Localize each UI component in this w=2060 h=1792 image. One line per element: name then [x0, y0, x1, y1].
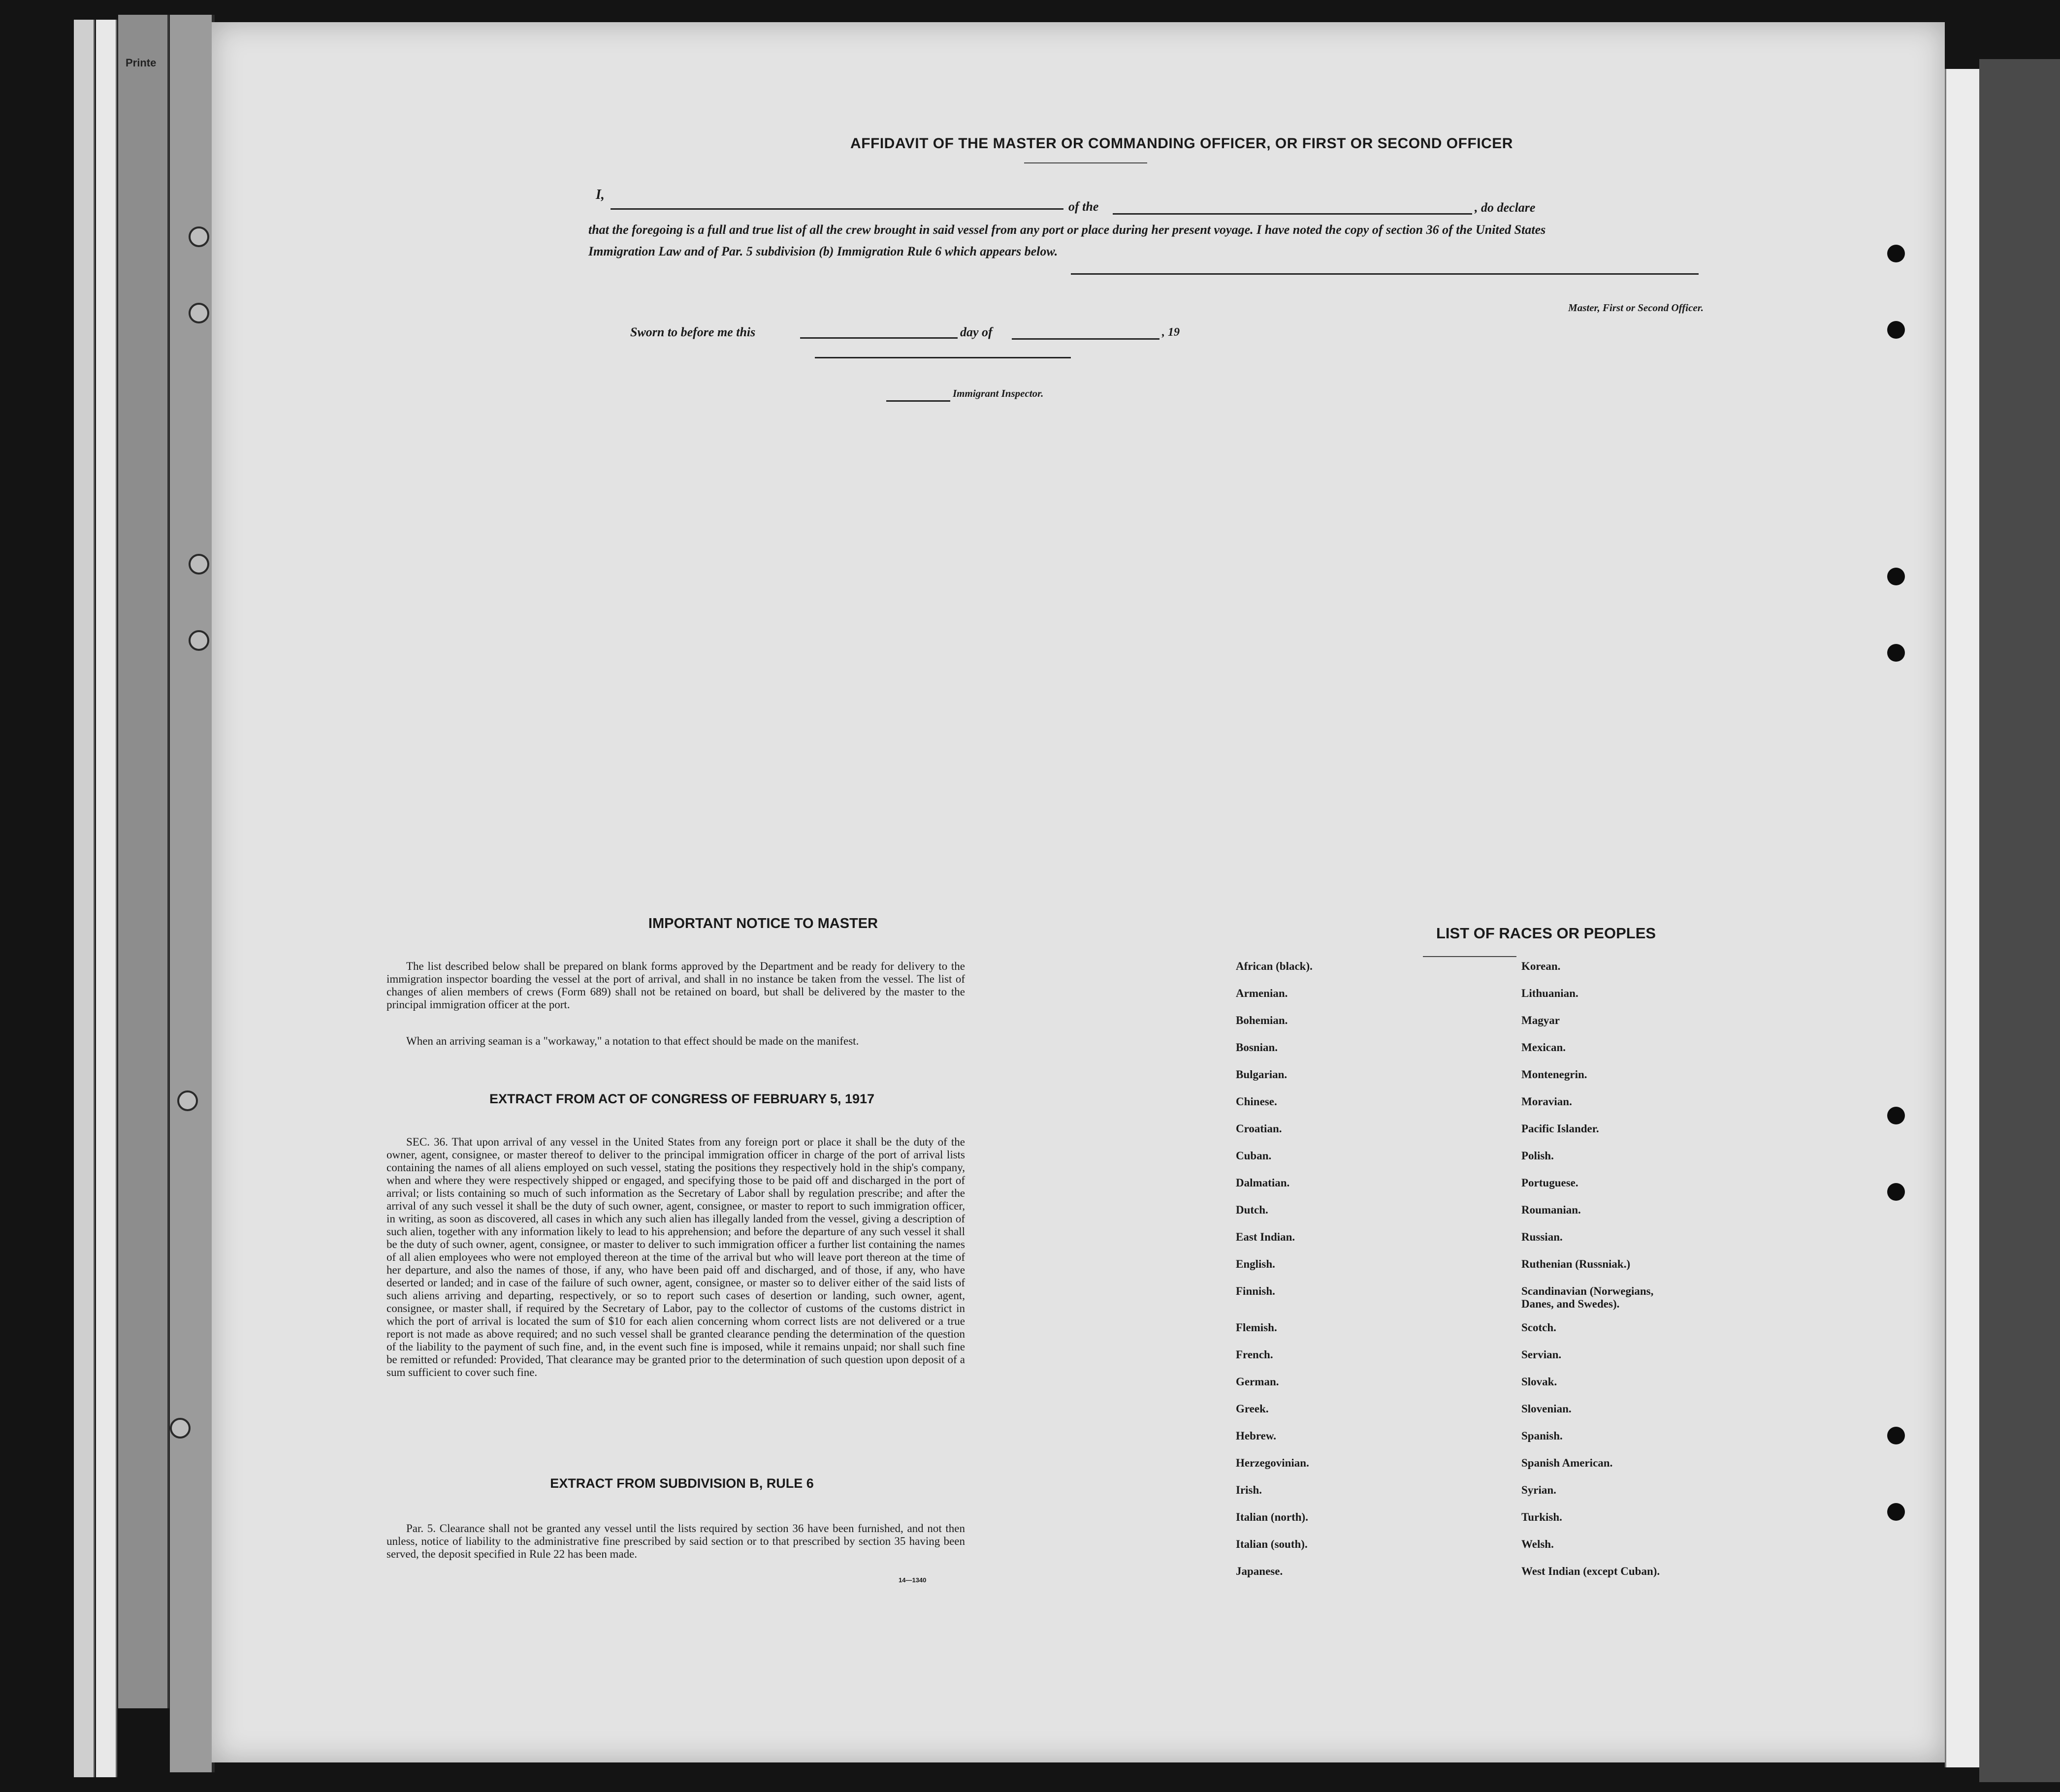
race-item: Lithuanian.: [1521, 987, 1578, 999]
binder-edge: [1979, 59, 2060, 1782]
race-item: Slovenian.: [1521, 1403, 1572, 1415]
year-label: , 19: [1162, 326, 1180, 339]
race-item: Pacific Islander.: [1521, 1122, 1599, 1135]
race-item: West Indian (except Cuban).: [1521, 1565, 1660, 1577]
race-item: Croatian.: [1236, 1122, 1282, 1135]
month-blank-line: [1012, 338, 1159, 340]
race-item: Ruthenian (Russniak.): [1521, 1258, 1631, 1270]
race-item: Syrian.: [1521, 1484, 1556, 1496]
binding-strip: [96, 20, 117, 1777]
race-item: Chinese.: [1236, 1095, 1277, 1108]
races-title: LIST OF RACES OR PEOPLES: [1436, 925, 1656, 942]
inspector-short-line: [886, 400, 950, 402]
race-item: Bohemian.: [1236, 1014, 1288, 1026]
binder-ring-hole: [189, 554, 209, 575]
binder-ring-hole: [189, 226, 209, 247]
form-number: 14—1340: [899, 1576, 927, 1584]
day-blank-line: [800, 337, 958, 339]
race-item: Bosnian.: [1236, 1041, 1278, 1054]
notice-title: IMPORTANT NOTICE TO MASTER: [648, 916, 878, 931]
race-item: Flemish.: [1236, 1321, 1277, 1334]
races-column-left: [1236, 960, 1531, 1592]
punch-hole: [1887, 245, 1905, 262]
affidavit-i-label: I,: [596, 187, 605, 202]
race-item: Magyar: [1521, 1014, 1560, 1026]
race-item: African (black).: [1236, 960, 1313, 972]
race-item: Dalmatian.: [1236, 1177, 1290, 1189]
race-item: Bulgarian.: [1236, 1068, 1288, 1081]
affidavit-body: that the foregoing is a full and true list of all the crew brought in said vessel from any port or place during her present voyage. I have noted the copy of section 36 of the United States Immigration Law and of Par. 5 subdivision (b) Immigration Rule 6 which appears below.: [588, 223, 1546, 258]
notice-paragraph: The list described below shall be prepared on blank forms approved by the Department and be ready for delivery to the immigration inspector boarding the vessel at the port of arrival, and shall in no instance be taken from the vessel. The list of changes of alien members of crews (Form 689) shall not be retained on board, but shall be delivered by the master to the principal immigration officer at the port.: [386, 960, 965, 1011]
race-item: Spanish.: [1521, 1430, 1563, 1442]
race-item: Turkish.: [1521, 1511, 1562, 1523]
affidavit-declare-label: , do declare: [1475, 200, 1536, 215]
race-item: Finnish.: [1236, 1285, 1275, 1297]
section-36-text: SEC. 36. That upon arrival of any vessel in the United States from any foreign port or place it shall be the duty of the owner, agent, consignee, or master thereof to deliver to the principal immigration officer in charge of the port of arrival lists containing the names of all aliens employed on such vessel, stating the positions they respectively hold in the ship's company, when and where they were respectively shipped or engaged, and specifying those to be paid off and discharged in the port of arrival; or lists containing so much of such information as the Secretary of Labor shall by regulation prescribe; and after the arrival of any such vessel it shall be the duty of such owner, agent, consignee, or master to report to such immigration officer, in writing, as soon as discovered, all cases in which any such alien has illegally landed from the vessel, giving a description of such alien, together with any information likely to lead to his apprehension; and before the departure of any such vessel it shall be the duty of such owner, agent, consignee, or master to deliver to such immigration officer a further list containing the names of all alien employees who were not employed thereon at the time of the arrival but who will leave port thereon at the time of her departure, and also the names of those, if any, who have been paid off and discharged, and of those, if any, who have deserted or landed; and in case of the failure of such owner, agent, consignee, or master so to deliver either of the said lists of such aliens arriving and departing, respectively, or so to report such cases of desertion or landing, such owner, agent, consignee, or master shall, if required by the Secretary of Labor, pay to the collector of customs of the customs district in which the port of arrival is located the sum of $10 for each alien concerning whom correct lists are not delivered or a true report is not made as above required; and no such vessel shall be granted clearance pending the determination of the question of the liability to the payment of such fine, and, in the event such fine is imposed, while it remains unpaid; nor shall such fine be remitted or refunded: Provided, That clearance may be granted prior to the determination of such question upon deposit of a sum sufficient to cover such fine.: [386, 1136, 965, 1378]
vessel-blank-line: [1113, 213, 1472, 215]
race-item: Italian (north).: [1236, 1511, 1308, 1523]
race-item: Dutch.: [1236, 1204, 1268, 1216]
race-item: Russian.: [1521, 1231, 1563, 1243]
race-item: German.: [1236, 1376, 1279, 1388]
races-column-right: [1521, 960, 1817, 1592]
punch-hole: [1887, 1183, 1905, 1201]
race-item: Korean.: [1521, 960, 1561, 972]
race-item: East Indian.: [1236, 1231, 1295, 1243]
punch-hole: [1887, 1107, 1905, 1124]
extract-rule-title: EXTRACT FROM SUBDIVISION B, RULE 6: [550, 1476, 814, 1491]
race-item: Slovak.: [1521, 1376, 1557, 1388]
race-item: Portuguese.: [1521, 1177, 1578, 1189]
race-item: Polish.: [1521, 1150, 1554, 1162]
punch-hole: [1887, 321, 1905, 339]
race-item: Hebrew.: [1236, 1430, 1276, 1442]
officer-signature-label: Master, First or Second Officer.: [1568, 302, 1704, 314]
race-item: Mexican.: [1521, 1041, 1566, 1054]
race-item: Scotch.: [1521, 1321, 1556, 1334]
affidavit-of-the-label: of the: [1068, 199, 1099, 214]
manifest-page: [212, 22, 1945, 1762]
race-item: Greek.: [1236, 1403, 1269, 1415]
binder-ring-hole: [177, 1090, 198, 1111]
race-item: Moravian.: [1521, 1095, 1572, 1108]
binding-label: Printe: [126, 57, 157, 69]
race-item: Japanese.: [1236, 1565, 1283, 1577]
binding-strip: [118, 15, 169, 1708]
officer-signature-line: [1071, 273, 1699, 275]
race-item: Italian (south).: [1236, 1538, 1308, 1550]
par-5-text: Par. 5. Clearance shall not be granted any vessel until the lists required by section 36 have been furnished, and not then unless, notice of liability to the administrative fine prescribed by said section or to that prescribed by section 35 having been served, the deposit specified in Rule 22 has been made.: [386, 1522, 965, 1560]
adjacent-page-edge: [1945, 69, 1981, 1767]
race-item: Spanish American.: [1521, 1457, 1613, 1469]
race-item: Scandinavian (Norwegians, Danes, and Swedes).: [1521, 1285, 1654, 1310]
race-item: Welsh.: [1521, 1538, 1554, 1550]
race-item: Servian.: [1521, 1348, 1562, 1361]
punch-hole: [1887, 1427, 1905, 1444]
title-rule: [1024, 162, 1147, 163]
binder-ring-hole: [189, 630, 209, 651]
inspector-label: Immigrant Inspector.: [953, 387, 1044, 399]
title-rule: [1423, 956, 1516, 957]
binder-ring-hole: [170, 1418, 191, 1439]
punch-hole: [1887, 1503, 1905, 1521]
race-item: English.: [1236, 1258, 1275, 1270]
sworn-label: Sworn to before me this: [630, 325, 756, 339]
day-of-label: day of: [960, 325, 993, 339]
punch-hole: [1887, 644, 1905, 662]
race-item: French.: [1236, 1348, 1273, 1361]
race-item: Irish.: [1236, 1484, 1262, 1496]
binding-strip: [74, 20, 95, 1777]
race-item: Cuban.: [1236, 1150, 1272, 1162]
race-item: Herzegovinian.: [1236, 1457, 1309, 1469]
affidavit-title: AFFIDAVIT OF THE MASTER OR COMMANDING OFFICER, OR FIRST OR SECOND OFFICER: [850, 135, 1513, 152]
notice-paragraph: When an arriving seaman is a "workaway," a notation to that effect should be made on the manifest.: [406, 1035, 859, 1047]
punch-hole: [1887, 568, 1905, 585]
name-blank-line: [611, 208, 1063, 210]
binder-ring-hole: [189, 303, 209, 323]
extract-act-title: EXTRACT FROM ACT OF CONGRESS OF FEBRUARY 5, 1917: [489, 1091, 875, 1106]
binding-strip: [170, 15, 215, 1772]
race-item: Montenegrin.: [1521, 1068, 1587, 1081]
race-item: Roumanian.: [1521, 1204, 1581, 1216]
race-item: Armenian.: [1236, 987, 1288, 999]
inspector-signature-line: [815, 357, 1071, 358]
